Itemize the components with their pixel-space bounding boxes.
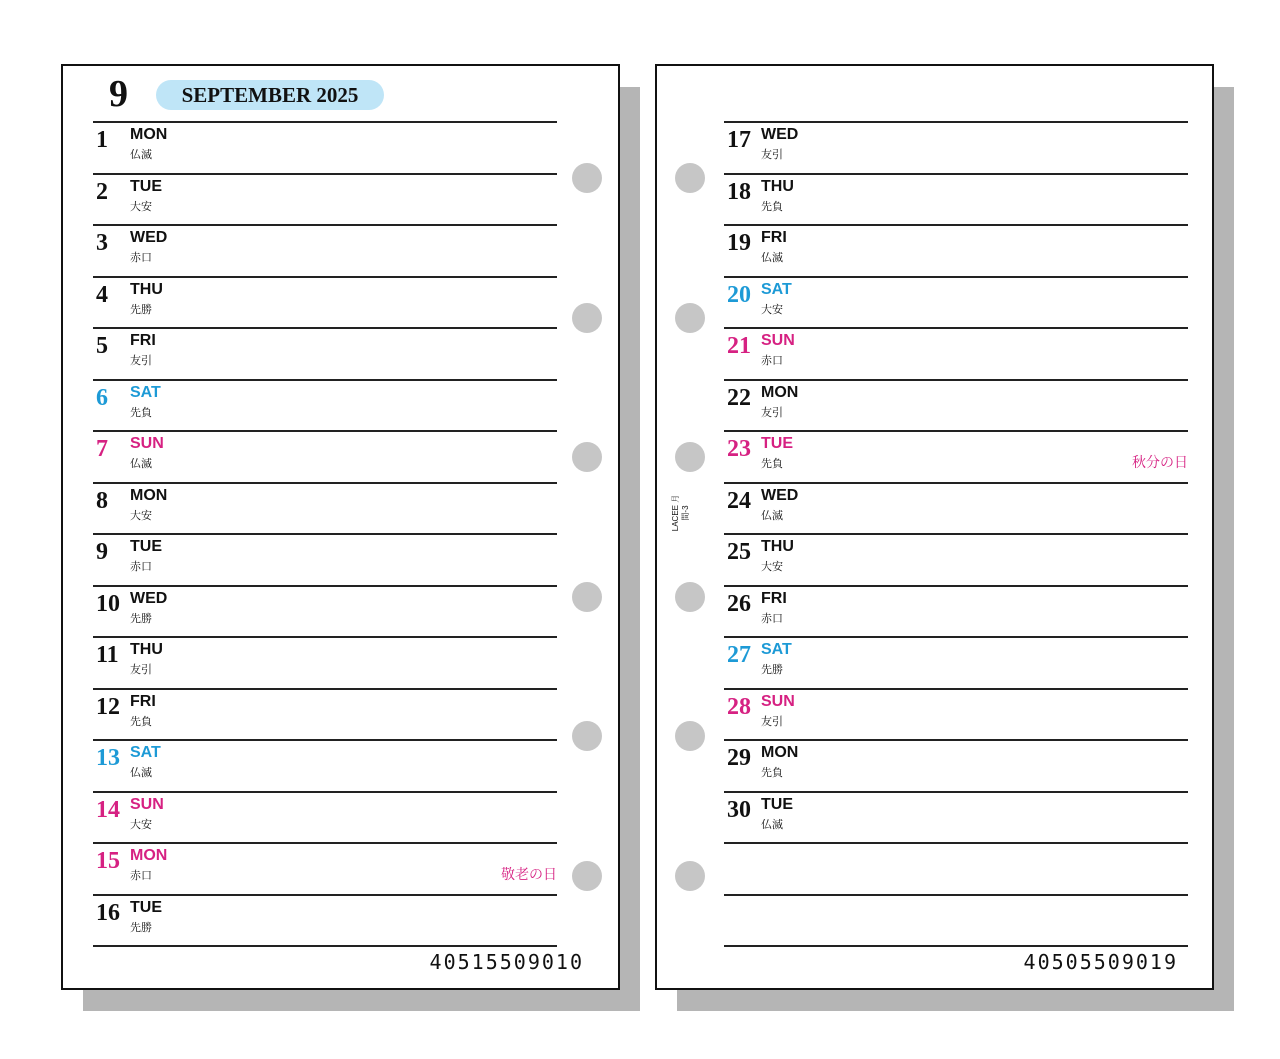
day-number: 12 [96, 693, 120, 720]
day-of-week: TUE [130, 177, 162, 195]
rokuyo-label: 友引 [761, 149, 783, 161]
day-of-week: MON [130, 847, 168, 864]
rokuyo-label: 友引 [761, 715, 783, 728]
day-number: 10 [96, 590, 120, 617]
day-of-week: MON [130, 486, 168, 504]
day-number: 20 [727, 281, 751, 308]
day-of-week: MON [761, 744, 799, 761]
day-row [724, 173, 1188, 225]
day-number: 9 [96, 539, 108, 565]
rokuyo-label: 赤口 [130, 252, 152, 264]
rokuyo-label: 先負 [130, 715, 152, 728]
rokuyo-label: 大安 [761, 561, 783, 573]
day-row [93, 482, 557, 534]
day-of-week: SUN [761, 692, 795, 710]
binder-hole [675, 721, 705, 751]
rokuyo-label: 大安 [130, 818, 152, 831]
day-number: 26 [727, 590, 751, 617]
day-row [93, 224, 557, 276]
left-planner-page [61, 64, 620, 990]
day-of-week: THU [761, 177, 794, 195]
day-of-week: WED [761, 486, 799, 504]
day-of-week: THU [130, 641, 163, 658]
day-row [724, 276, 1188, 328]
day-of-week: SUN [130, 795, 164, 813]
day-of-week: WED [130, 229, 168, 246]
spine-code: LACEE 月間-3 [671, 494, 690, 532]
day-of-week: THU [761, 538, 794, 555]
rokuyo-label: 友引 [761, 406, 783, 419]
rokuyo-label: 大安 [130, 200, 152, 213]
holiday-label: 敬老の日 [501, 866, 557, 882]
day-number: 27 [727, 642, 751, 668]
binder-hole [675, 163, 705, 193]
day-of-week: SUN [130, 435, 164, 452]
day-number: 6 [96, 384, 108, 411]
day-row [93, 533, 557, 585]
day-row [93, 327, 557, 379]
rokuyo-label: 大安 [130, 509, 152, 522]
day-row [724, 430, 1188, 482]
day-number: 4 [96, 281, 108, 308]
day-of-week: WED [130, 589, 168, 607]
day-of-week: WED [761, 126, 799, 143]
day-row [93, 636, 557, 688]
rokuyo-label: 仏滅 [130, 458, 152, 470]
day-list-left [93, 121, 557, 947]
day-row [724, 739, 1188, 791]
rokuyo-label: 仏滅 [130, 767, 152, 779]
day-row [93, 379, 557, 431]
day-of-week: MON [761, 383, 799, 401]
rokuyo-label: 先負 [130, 406, 152, 419]
day-number: 15 [96, 848, 120, 874]
day-number: 7 [96, 436, 108, 462]
rokuyo-label: 仏滅 [761, 509, 783, 522]
day-row [724, 585, 1188, 637]
rokuyo-label: 先勝 [130, 612, 152, 625]
rokuyo-label: 先勝 [761, 664, 783, 676]
day-of-week: FRI [130, 692, 156, 710]
day-row [93, 173, 557, 225]
day-number: 16 [96, 899, 120, 926]
day-row [724, 327, 1188, 379]
day-row [724, 636, 1188, 688]
day-number: 11 [96, 642, 119, 668]
day-of-week: TUE [761, 795, 793, 813]
product-code: 40505509019 [1023, 950, 1178, 974]
day-of-week: FRI [761, 589, 787, 607]
day-row [724, 533, 1188, 585]
day-of-week: THU [130, 280, 163, 298]
right-planner-page [655, 64, 1214, 990]
rokuyo-label: 先負 [761, 200, 783, 213]
day-number: 28 [727, 693, 751, 720]
binder-hole [572, 442, 602, 472]
day-number: 2 [96, 178, 108, 205]
day-of-week: TUE [130, 538, 162, 555]
day-of-week: FRI [761, 229, 787, 246]
rokuyo-label: 先負 [761, 767, 783, 779]
rokuyo-label: 友引 [130, 664, 152, 676]
rokuyo-label: 赤口 [130, 870, 152, 882]
day-row [93, 276, 557, 328]
day-row [93, 842, 557, 894]
rokuyo-label: 仏滅 [130, 149, 152, 161]
day-row [93, 585, 557, 637]
blank-day-row [724, 842, 1188, 894]
day-of-week: TUE [761, 435, 793, 452]
day-number: 19 [727, 230, 751, 256]
rokuyo-label: 大安 [761, 303, 783, 316]
month-number: 9 [109, 73, 128, 115]
blank-day-row [724, 894, 1188, 948]
day-number: 14 [96, 796, 120, 823]
day-number: 8 [96, 487, 108, 514]
day-number: 30 [727, 796, 751, 823]
rokuyo-label: 先負 [761, 458, 783, 470]
binder-hole [675, 582, 705, 612]
day-list-right [724, 121, 1188, 947]
day-number: 21 [727, 333, 751, 359]
rokuyo-label: 赤口 [761, 612, 783, 625]
day-row [724, 224, 1188, 276]
rokuyo-label: 先勝 [130, 921, 152, 934]
day-number: 13 [96, 745, 120, 771]
day-of-week: SAT [130, 744, 161, 761]
day-row [724, 791, 1188, 843]
day-row [93, 894, 557, 948]
day-row [93, 688, 557, 740]
binder-hole [572, 861, 602, 891]
day-number: 22 [727, 384, 751, 411]
rokuyo-label: 赤口 [761, 355, 783, 367]
binder-hole [572, 582, 602, 612]
rokuyo-label: 赤口 [130, 561, 152, 573]
binder-hole [572, 163, 602, 193]
day-row [724, 688, 1188, 740]
binder-hole [572, 303, 602, 333]
day-row [93, 430, 557, 482]
day-number: 23 [727, 436, 751, 462]
rokuyo-label: 仏滅 [761, 252, 783, 264]
day-row [724, 482, 1188, 534]
holiday-label: 秋分の日 [1132, 454, 1188, 470]
day-number: 24 [727, 487, 751, 514]
binder-hole [675, 303, 705, 333]
day-number: 5 [96, 333, 108, 359]
day-number: 25 [727, 539, 751, 565]
day-number: 29 [727, 745, 751, 771]
month-title-badge: SEPTEMBER 2025 [156, 80, 384, 110]
product-code: 40515509010 [429, 950, 584, 974]
day-of-week: MON [130, 126, 168, 143]
day-of-week: FRI [130, 332, 156, 349]
binder-hole [675, 861, 705, 891]
day-of-week: SAT [761, 641, 792, 658]
day-row [93, 791, 557, 843]
day-row [724, 379, 1188, 431]
day-of-week: SAT [130, 383, 161, 401]
day-of-week: TUE [130, 898, 162, 916]
rokuyo-label: 先勝 [130, 303, 152, 316]
binder-hole [572, 721, 602, 751]
day-number: 3 [96, 230, 108, 256]
day-number: 1 [96, 127, 108, 153]
binder-hole [675, 442, 705, 472]
day-row [724, 121, 1188, 173]
day-of-week: SUN [761, 332, 795, 349]
day-number: 18 [727, 178, 751, 205]
rokuyo-label: 仏滅 [761, 818, 783, 831]
day-of-week: SAT [761, 280, 792, 298]
day-row [93, 121, 557, 173]
day-row [93, 739, 557, 791]
rokuyo-label: 友引 [130, 355, 152, 367]
day-number: 17 [727, 127, 751, 153]
